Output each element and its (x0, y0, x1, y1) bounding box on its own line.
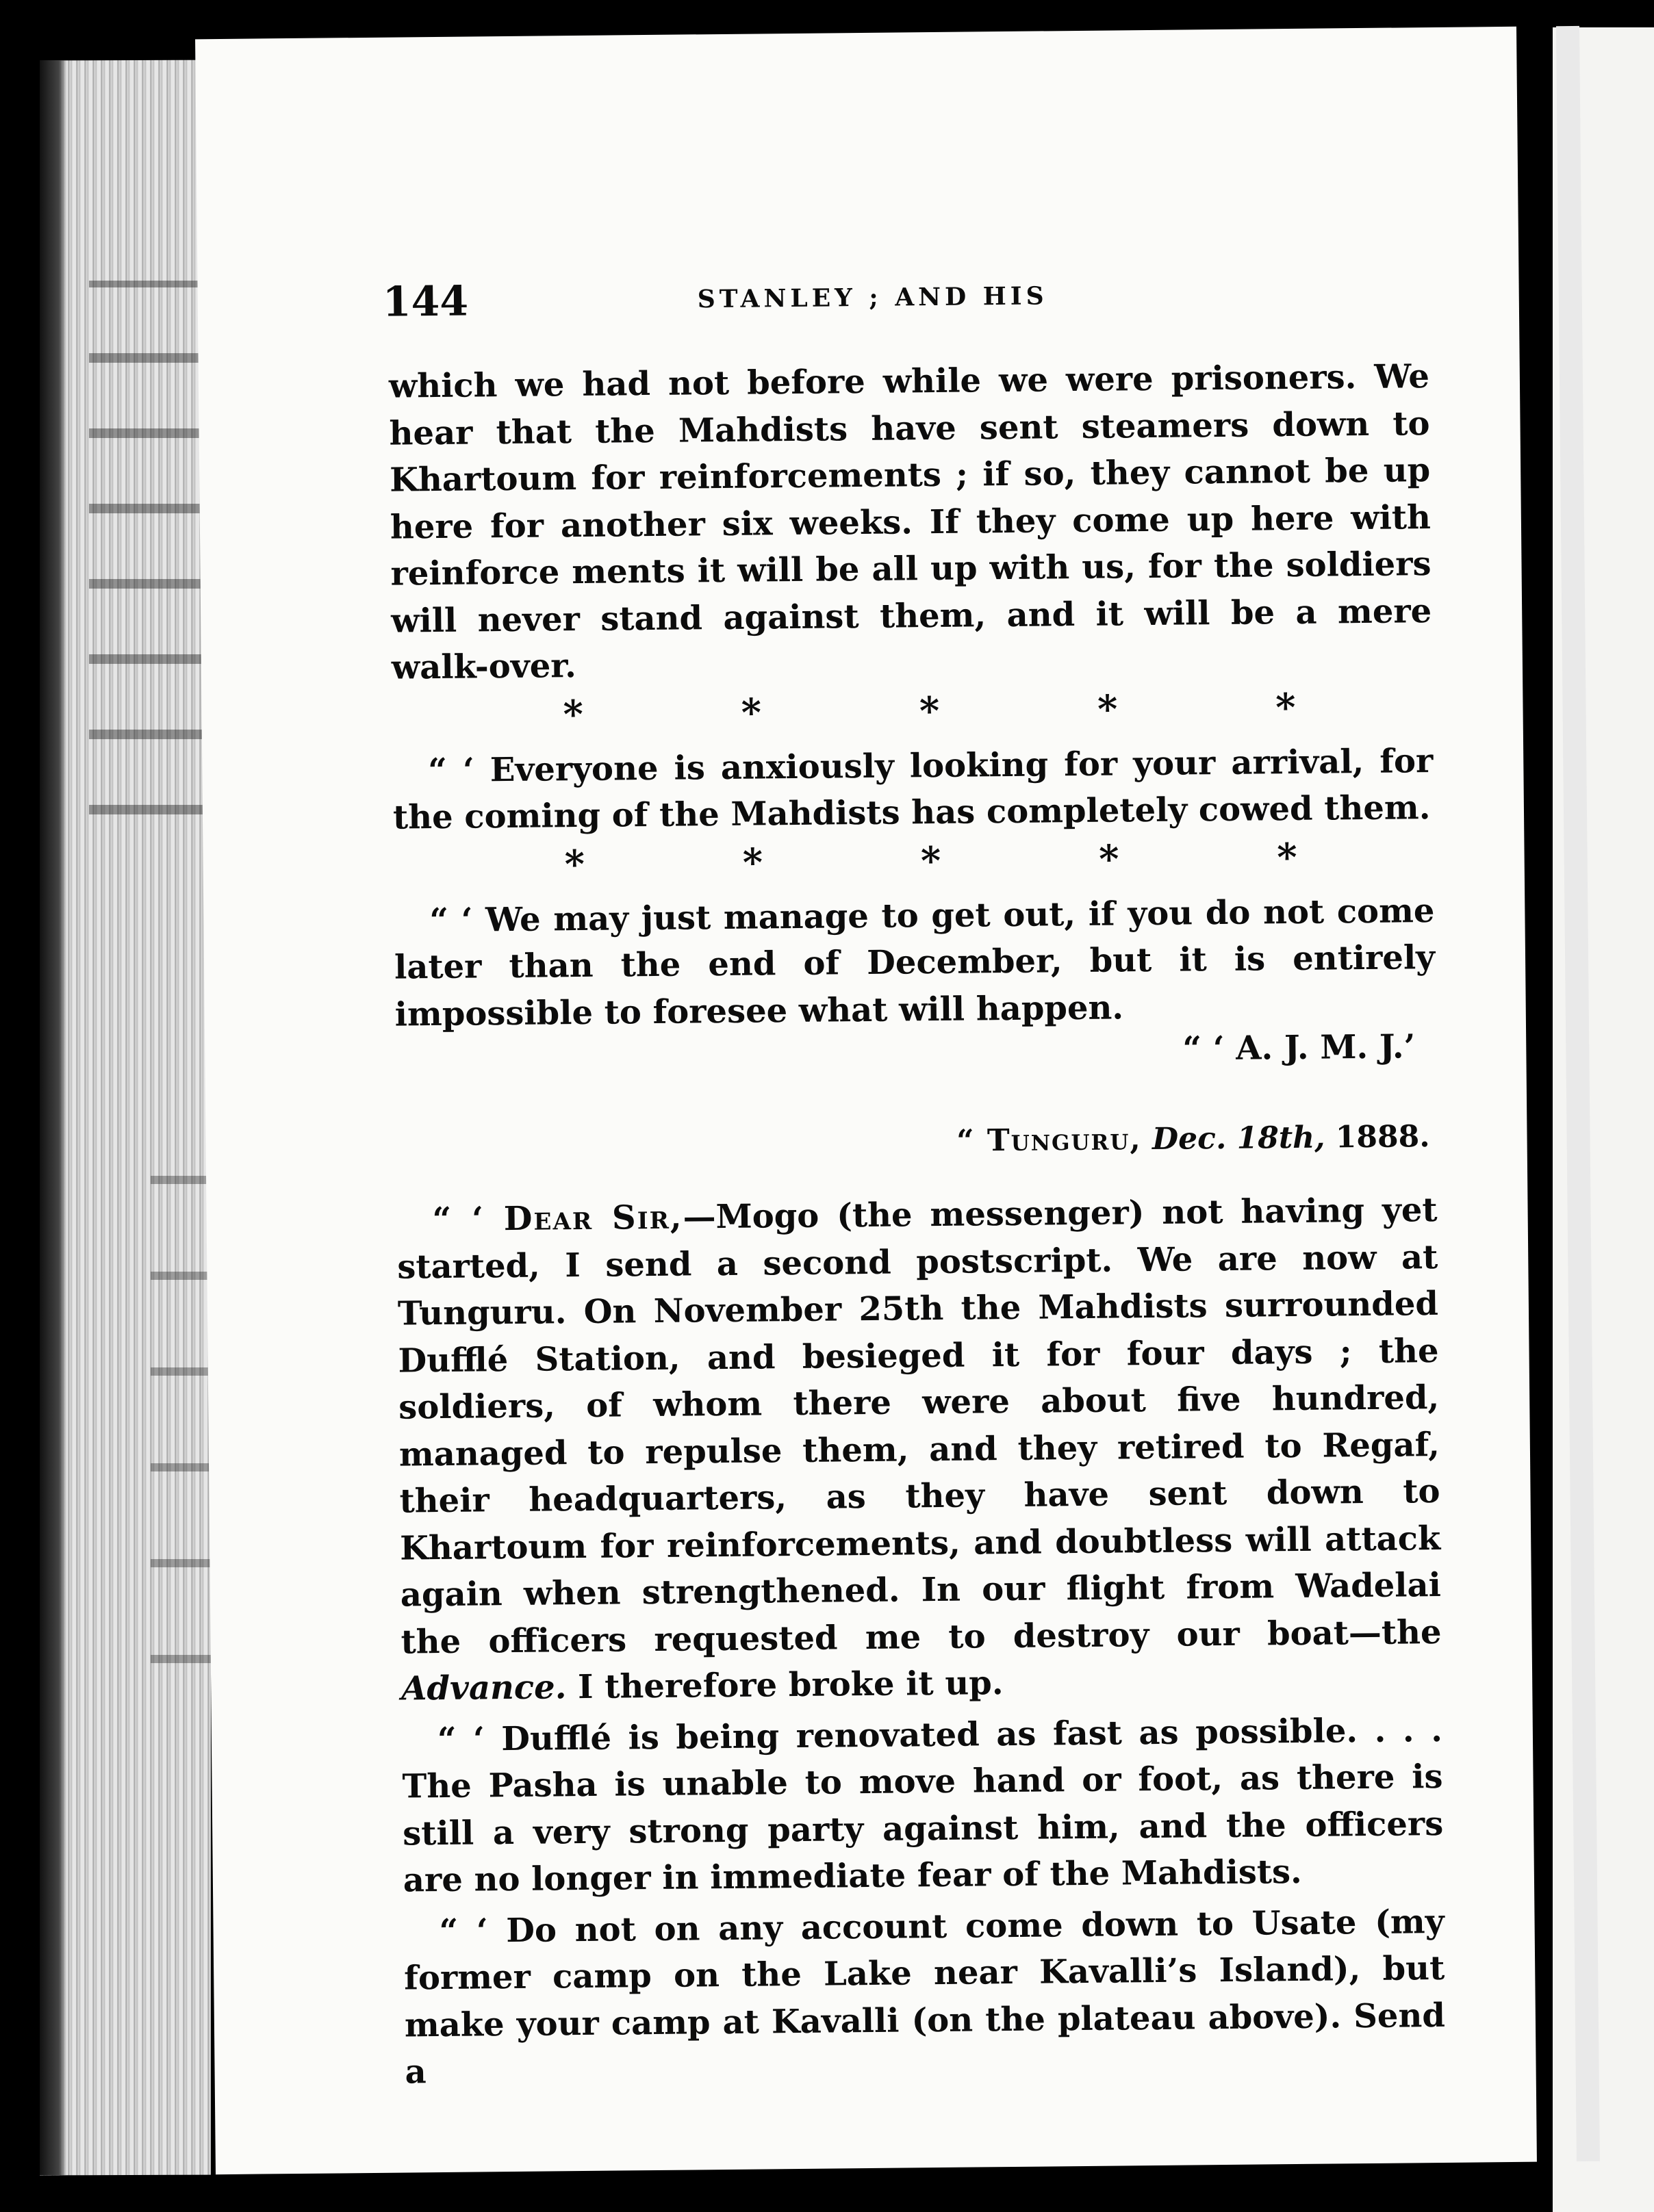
paragraph-4-end: I therefore broke it up. (566, 1664, 1004, 1707)
page-body (389, 353, 1446, 2096)
separator-star: * (1098, 836, 1119, 882)
book-edge-shadow (40, 60, 67, 2175)
page-number: 144 (382, 277, 469, 326)
separator-star: * (741, 689, 762, 736)
separator-star: * (742, 839, 763, 886)
ornament-separator-2 (393, 834, 1434, 891)
separator-star: * (1097, 686, 1118, 732)
separator-star: * (564, 841, 585, 887)
separator-star: * (920, 838, 941, 884)
separator-star: * (563, 691, 584, 737)
dateline-date: Dec. 18th, (1152, 1120, 1325, 1157)
paragraph-1: which we had not before while we were prisoners. We hear that the Mahdists have sent steamers down to Khartoum for reinforcements ; if so, they cannot be up here for another six weeks. If they come up here with reinforce ments it will be all up with us, for the soldiers will never stand against them, and it will be a mere walk-over. (388, 357, 1432, 687)
separator-star: * (1275, 684, 1296, 730)
paragraph-3: “ ‘ We may just manage to get out, if you do not come later than the end of December, but it is entirely impossible to foresee what will happen. (394, 891, 1436, 1034)
running-title: STANLEY ; AND HIS (697, 281, 1048, 314)
letter-signature: “ ‘ A. J. M. J.’ (1182, 1027, 1416, 1068)
running-head (382, 268, 1444, 340)
paragraph-4-text: —Mogo (the messenger) not having yet started, I send a second postscript. We are now at Tunguru. On November 25th the Mahdists surrounded Dufflé Station, and besieged it for four days ; the soldiers, of whom there were about five hundred, managed to repulse them, and they retired to Regaf, their headquarters, as they have sent down to Khartoum for reinforcements, and doubtless will attack again when strengthened. In our flight from Wadelai the officers requested me to destroy our boat—the (397, 1190, 1442, 1662)
separator-star: * (1276, 834, 1297, 880)
dateline-place: “ Tunguru, (956, 1122, 1142, 1159)
salutation: “ ‘ Dear Sir, (432, 1198, 683, 1239)
paragraph-4 (396, 1187, 1442, 1712)
paragraph-5: “ ‘ Dufflé is being renovated as fast as possible. . . . The Pasha is unable to move hand or foot, as there is still a very strong party against him, and the officers are no longer in immediate fear of the Mahdists. (402, 1710, 1444, 1900)
book-page (195, 27, 1537, 2174)
dateline-year: 1888. (1335, 1119, 1430, 1155)
boat-name: Advance. (400, 1668, 567, 1708)
ornament-separator-1 (392, 684, 1433, 741)
paragraph-2: “ ‘ Everyone is anxiously looking for your arrival, for the coming of the Mahdists has completely cowed them. (392, 741, 1434, 837)
letter-dateline (396, 1113, 1437, 1171)
paragraph-6: “ ‘ Do not on any account come down to Usate (my former camp on the Lake near Kavalli’s Island), but make your camp at Kavalli (on the plateau above). Send a (404, 1902, 1446, 2092)
separator-star: * (919, 688, 940, 734)
